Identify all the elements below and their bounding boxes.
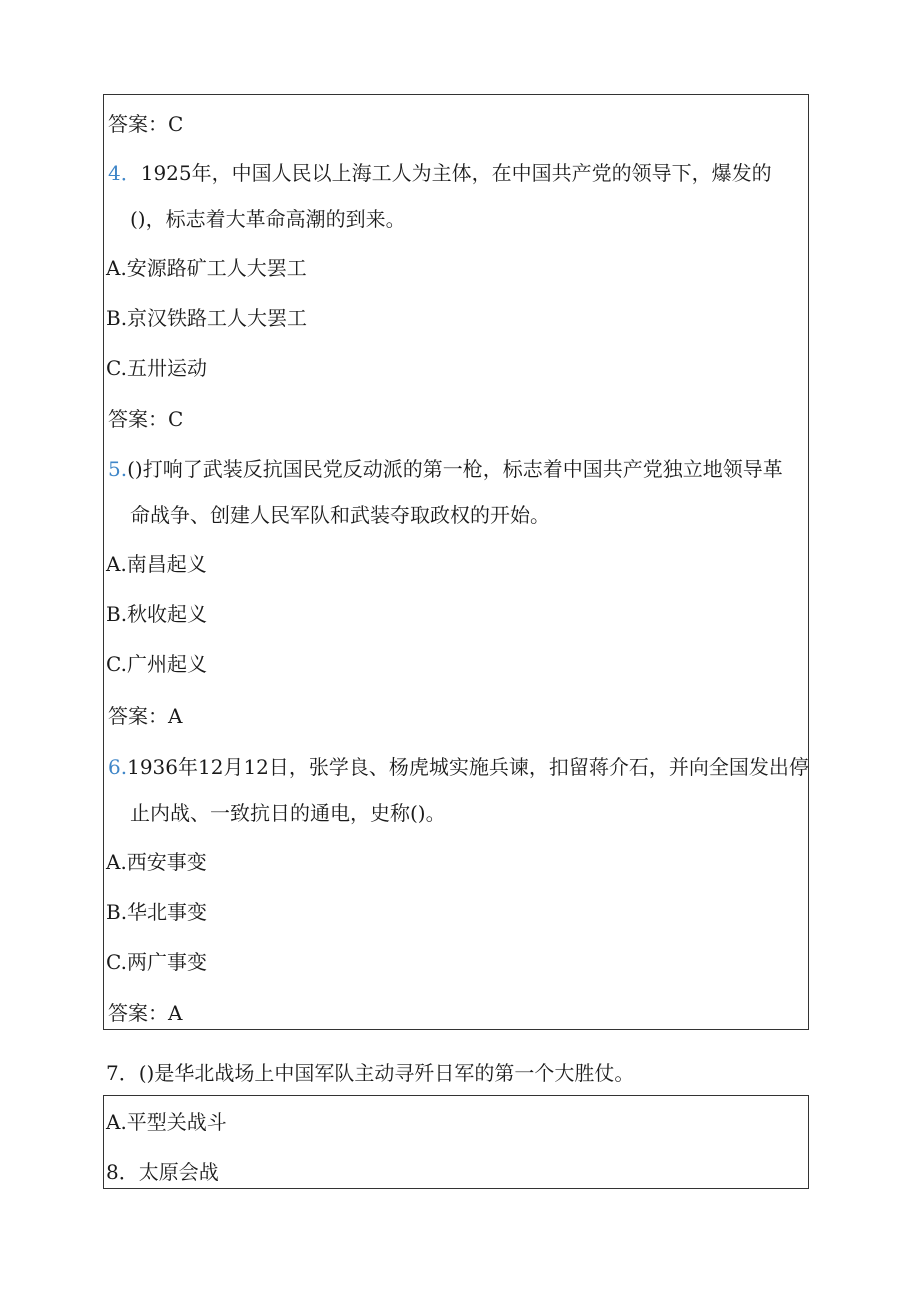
q6-line1 bbox=[108, 753, 809, 781]
q6-text1: 1936年12月12日，张学良、杨虎城实施兵谏，扣留蒋介石，并向全国发出停 bbox=[127, 755, 809, 779]
q4-option-c: C.五卅运动 bbox=[106, 356, 207, 380]
q6-number: 6. bbox=[108, 755, 128, 779]
q5-answer: 答案：A bbox=[108, 704, 183, 728]
q6-option-c: C.两广事变 bbox=[106, 950, 207, 974]
q5-line2: 命战争、创建人民军队和武装夺取政权的开始。 bbox=[130, 503, 550, 527]
q3-answer: 答案：C bbox=[108, 112, 184, 136]
q7-option-8 bbox=[106, 1158, 219, 1186]
q4-text1: 1925年，中国人民以上海工人为主体，在中国共产党的领导下，爆发的 bbox=[140, 161, 772, 185]
q6-answer: 答案：A bbox=[108, 1001, 183, 1025]
q7-line bbox=[106, 1059, 634, 1087]
q4-option-a: A.安源路矿工人大罢工 bbox=[106, 256, 307, 280]
q4-number: 4 bbox=[108, 161, 121, 185]
q6-line2: 止内战、一致抗日的通电，史称()。 bbox=[130, 801, 446, 825]
q4-sep: ． bbox=[120, 161, 141, 185]
q5-option-b: B.秋收起义 bbox=[106, 602, 208, 626]
q5-text1: ()打响了武装反抗国民党反动派的第一枪，标志着中国共产党独立地领导革 bbox=[127, 457, 783, 481]
q5-number: 5. bbox=[108, 457, 128, 481]
q4-line1 bbox=[108, 159, 772, 187]
q7-text: ()是华北战场上中国军队主动寻歼日军的第一个大胜仗。 bbox=[138, 1061, 635, 1085]
q7-number: 7 bbox=[106, 1061, 119, 1085]
q5-option-c: C.广州起义 bbox=[106, 652, 207, 676]
q7-option-a: A.平型关战斗 bbox=[106, 1110, 227, 1134]
q4-line2: ()，标志着大革命高潮的到来。 bbox=[130, 207, 406, 231]
q4-answer: 答案：C bbox=[108, 407, 184, 431]
q6-option-b: B.华北事变 bbox=[106, 900, 208, 924]
q7-option-8-text: ．太原会战 bbox=[118, 1160, 219, 1184]
q5-line1 bbox=[108, 455, 783, 483]
questions-box-1 bbox=[103, 94, 809, 1030]
q6-option-a: A.西安事变 bbox=[106, 850, 207, 874]
q7-sep: ． bbox=[118, 1061, 139, 1085]
q7-option-8-number: 8 bbox=[106, 1160, 119, 1184]
q5-option-a: A.南昌起义 bbox=[106, 552, 207, 576]
q4-option-b: B.京汉铁路工人大罢工 bbox=[106, 306, 308, 330]
